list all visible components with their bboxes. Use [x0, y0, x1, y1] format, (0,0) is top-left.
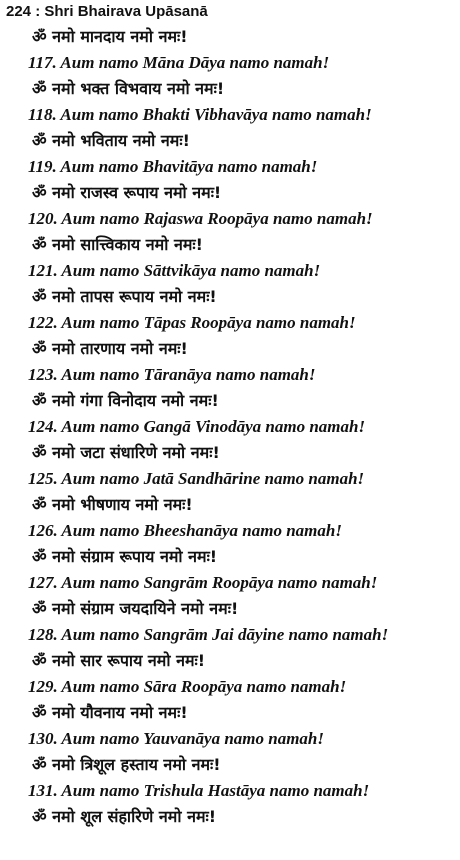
transliteration-line: 130. Aum namo Yauvanāya namo namah! [28, 729, 325, 748]
mantra-list [4, 24, 456, 830]
devanagari-mantra-line: ॐ नमो गंगा विनोदाय नमो नमः! [32, 391, 219, 410]
devanagari-mantra-line: ॐ नमो सार रूपाय नमो नमः! [32, 651, 206, 670]
devanagari-mantra-line: ॐ नमो भक्त विभवाय नमो नमः! [32, 79, 225, 98]
devanagari-mantra-line: ॐ नमो भीषणाय नमो नमः! [32, 495, 193, 514]
transliteration-line: 125. Aum namo Jatā Sandhārine namo namah! [28, 469, 365, 488]
devanagari-mantra-line: ॐ नमो जटा संधारिणे नमो नमः! [32, 443, 220, 462]
transliteration-line: 124. Aum namo Gangā Vinodāya namo namah! [28, 417, 366, 436]
devanagari-mantra-line: ॐ नमो तारणाय नमो नमः! [32, 339, 188, 358]
transliteration-line: 122. Aum namo Tāpas Roopāya namo namah! [28, 313, 356, 332]
header-separator: : [31, 3, 45, 20]
transliteration-line: 129. Aum namo Sāra Roopāya namo namah! [28, 677, 347, 696]
devanagari-mantra-line: ॐ नमो संग्राम रूपाय नमो नमः! [32, 547, 218, 566]
devanagari-mantra-line: ॐ नमो राजस्व रूपाय नमो नमः! [32, 183, 222, 202]
transliteration-line: 127. Aum namo Sangrām Roopāya namo namah! [28, 573, 378, 592]
devanagari-mantra-line: ॐ नमो संग्राम जयदायिने नमो नमः! [32, 599, 239, 618]
transliteration-line: 120. Aum namo Rajaswa Roopāya namo namah! [28, 209, 373, 228]
transliteration-line: 117. Aum namo Māna Dāya namo namah! [28, 53, 330, 72]
devanagari-mantra-line: ॐ नमो यौवनाय नमो नमः! [32, 703, 188, 722]
devanagari-mantra-line: ॐ नमो शूल संहारिणे नमो नमः! [32, 807, 217, 826]
devanagari-mantra-line: ॐ नमो भविताय नमो नमः! [32, 131, 190, 150]
transliteration-line: 126. Aum namo Bheeshanāya namo namah! [28, 521, 342, 540]
page-header [4, 0, 456, 24]
transliteration-line: 121. Aum namo Sāttvikāya namo namah! [28, 261, 321, 280]
transliteration-line: 118. Aum namo Bhakti Vibhavāya namo namah! [28, 105, 372, 124]
devanagari-mantra-line: ॐ नमो त्रिशूल हस्ताय नमो नमः! [32, 755, 221, 774]
devanagari-mantra-line: ॐ नमो सात्त्विकाय नमो नमः! [32, 235, 203, 254]
transliteration-line: 128. Aum namo Sangrām Jai dāyine namo namah! [28, 625, 389, 644]
transliteration-line: 119. Aum namo Bhavitāya namo namah! [28, 157, 318, 176]
book-title: Shri Bhairava Upāsanā [44, 3, 208, 20]
page-number: 224 [6, 3, 32, 20]
transliteration-line: 131. Aum namo Trishula Hastāya namo namah! [28, 781, 370, 800]
devanagari-mantra-line: ॐ नमो मानदाय नमो नमः! [32, 27, 188, 46]
transliteration-line: 123. Aum namo Tāranāya namo namah! [28, 365, 316, 384]
devanagari-mantra-line: ॐ नमो तापस रूपाय नमो नमः! [32, 287, 217, 306]
